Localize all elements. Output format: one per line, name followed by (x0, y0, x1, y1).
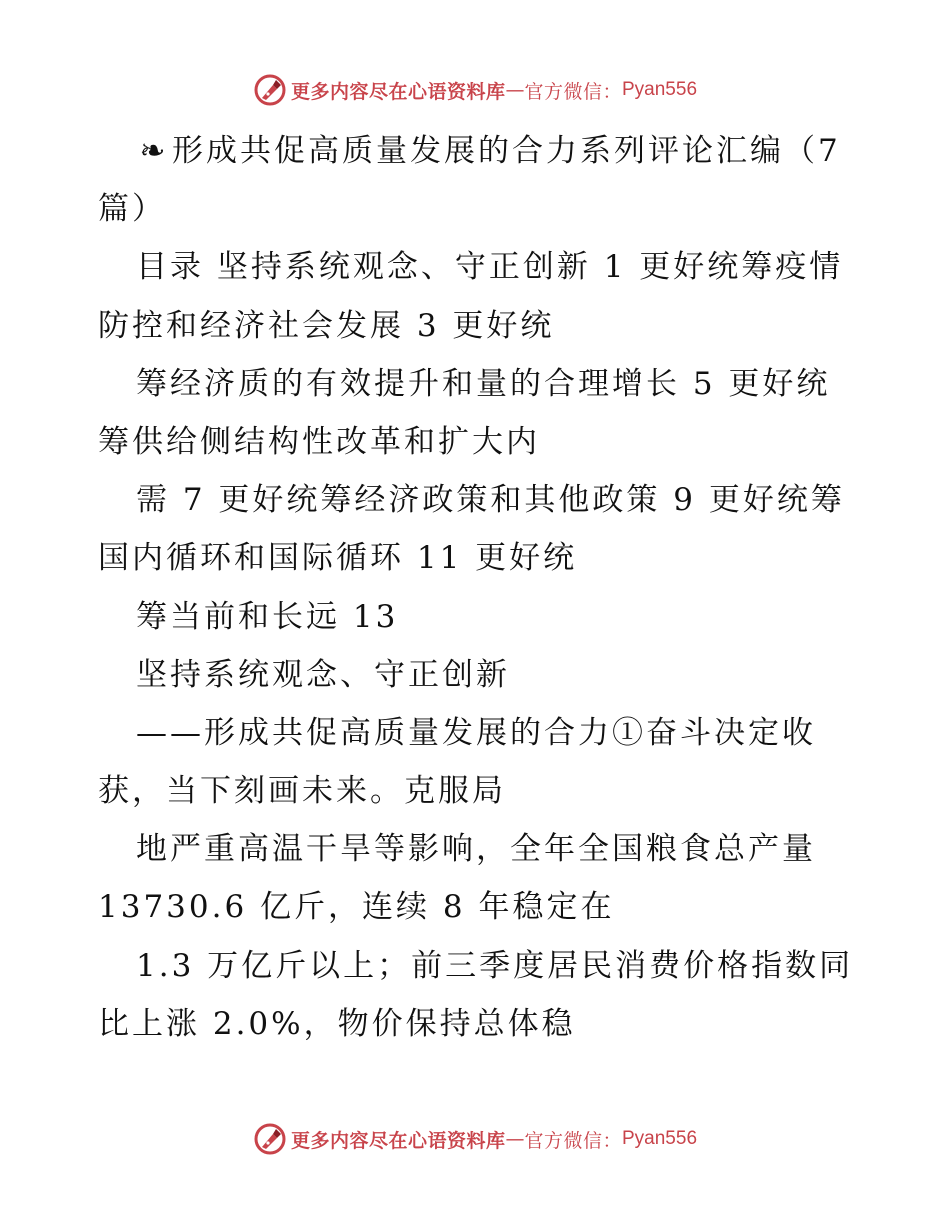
banner-wechat-id: Pyan556 (622, 1128, 698, 1149)
pen-nib-circle-icon (253, 1122, 287, 1156)
text-line: 地严重高温干旱等影响，全年全国粮食总产量 (136, 831, 816, 868)
text-line: 国内循环和国际循环 11 更好统 (98, 540, 578, 577)
footer-watermark-banner (0, 1119, 950, 1159)
banner-brand-text: 更多内容尽在心语资料库 (290, 80, 506, 103)
text-line: 获，当下刻画未来。克服局 (98, 773, 506, 810)
document-body (98, 122, 858, 1053)
banner-separator: — (505, 79, 525, 101)
pen-nib-circle-icon (253, 73, 287, 107)
document-title: 形成共促高质量发展的合力系列评论汇编（7 (172, 133, 841, 169)
header-watermark-banner (0, 70, 950, 110)
text-line: 需 7 更好统筹经济政策和其他政策 9 更好统筹 (136, 482, 845, 519)
text-line: 1.3 万亿斤以上；前三季度居民消费价格指数同 (136, 947, 854, 984)
banner-wechat-label: 官方微信： (524, 80, 622, 103)
banner-brand-text: 更多内容尽在心语资料库 (290, 1129, 506, 1152)
text-line: 13730.6 亿斤，连续 8 年稳定在 (98, 889, 615, 926)
text-line: 比上涨 2.0%，物价保持总体稳 (98, 1005, 576, 1042)
text-line: 筹当前和长远 13 (136, 598, 399, 635)
banner-wechat-label: 官方微信： (524, 1129, 622, 1152)
text-line: 筹经济质的有效提升和量的合理增长 5 更好统 (136, 365, 831, 402)
text-line: 筹供给侧结构性改革和扩大内 (98, 423, 540, 460)
text-line: 篇） (98, 191, 166, 228)
document-title-line (98, 122, 858, 180)
fleuron-icon: ❧ (139, 133, 169, 169)
text-line: 防控和经济社会发展 3 更好统 (98, 307, 555, 344)
section-heading: 坚持系统观念、守正创新 (136, 656, 510, 693)
text-line: 目录 坚持系统观念、守正创新 1 更好统筹疫情 (136, 249, 844, 286)
banner-wechat-id: Pyan556 (622, 79, 698, 100)
text-line: ——形成共促高质量发展的合力①奋斗决定收 (136, 714, 816, 751)
banner-separator: — (505, 1128, 525, 1150)
